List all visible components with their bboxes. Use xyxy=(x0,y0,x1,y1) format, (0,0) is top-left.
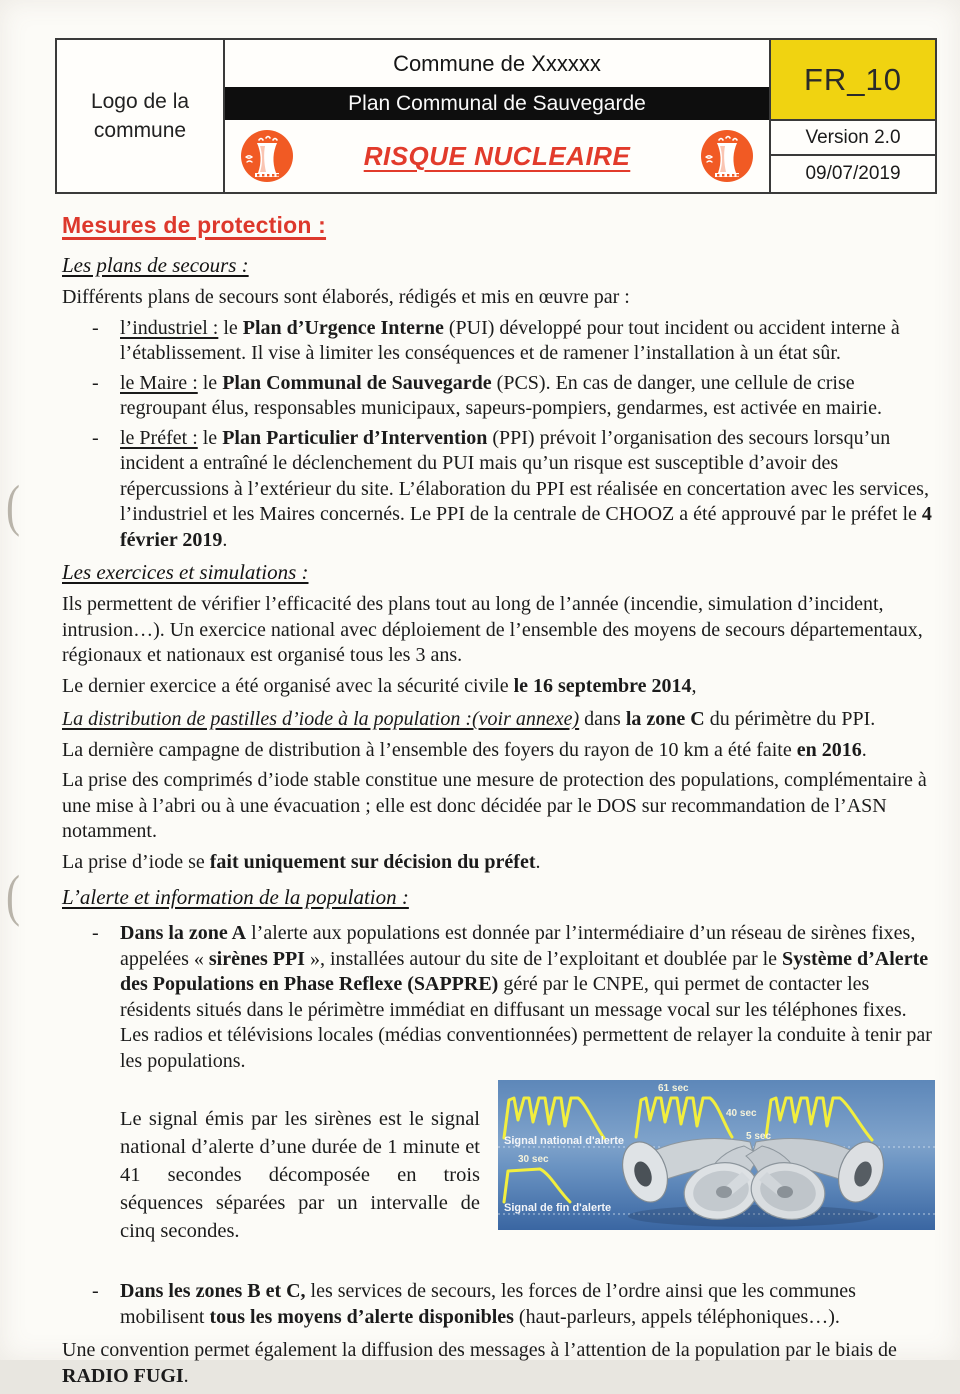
list-item-text: le Préfet : le Plan Particulier d’Intervention (PPI) prévoit l’organisation des secours lorsqu’un incident a entraîné le déclenchement du PUI mais qu’un risque est susceptible d’avoir des répercussions à l’extérieur du site. L’élaboration du PPI est réalisée en concertation avec les services, l’industriel et les Maires concernés. Le PPI de la centrale de CHOOZ a été approuvé par le préfet le 4 février 2019. xyxy=(120,426,932,551)
list-item-text: l’industriel : le Plan d’Urgence Interne (PUI) développé pour tout incident ou accident interne à l’établissement. Il vise à limiter les conséquences et de ramener l’installation à un état sûr. xyxy=(120,316,900,364)
scan-binding-mark: ( xyxy=(6,865,20,929)
cooling-tower-icon xyxy=(699,128,755,184)
siren-signal-description: Le signal émis par les sirènes est le signal national d’alerte d’une durée de 1 minute et 41 secondes décomposée en trois séquences séparées par un intervalle de cinq secondes. xyxy=(120,1107,480,1242)
header-right-column xyxy=(771,40,935,192)
paragraph: Différents plans de secours sont élaborés, rédigés et mis en œuvre par : xyxy=(62,286,630,308)
siren-signal-diagram xyxy=(498,1080,935,1230)
section-heading-exercices: Les exercices et simulations : xyxy=(62,560,309,584)
document-header-table xyxy=(55,38,937,194)
bullet-dash: - xyxy=(92,922,99,944)
section-heading-plans: Les plans de secours : xyxy=(62,253,249,277)
section-heading-alerte: L’alerte et information de la population : xyxy=(62,885,409,909)
list-item xyxy=(62,426,935,554)
paragraph: La dernière campagne de distribution à l’ensemble des foyers du rayon de 10 km a été faite en 2016. xyxy=(62,738,867,761)
label-61sec: 61 sec xyxy=(658,1083,689,1094)
bullet-dash: - xyxy=(92,316,99,339)
paragraph: Ils permettent de vérifier l’efficacité des plans tout au long de l’année (incendie, simulation d’incident, intrusion…). Un exercice national avec déploiement de l’ensemble des moyens de secours départementaux, régionaux et nationaux est organisé tous les 3 ans. xyxy=(62,593,923,666)
document-body xyxy=(62,212,935,1394)
label-30sec: 30 sec xyxy=(518,1154,549,1165)
list-item-text: Dans les zones B et C, les services de secours, les forces de l’ordre ainsi que les communes mobilisent tous les moyens d’alerte disponibles (haut-parleurs, appels téléphoniques…). xyxy=(120,1280,856,1328)
bullet-dash: - xyxy=(92,1280,99,1302)
list-item-text: Dans la zone A l’alerte aux populations est donnée par l’intermédiaire d’un réseau de sirènes fixes, appelées « sirènes PPI », installées autour du site de l’exploitant et doublée par le Système d’Alerte des Populations en Phase Reflexe (SAPPRE) géré par le CNPE, qui permet de contacter les résidents situés dans le périmètre immédiat en diffusant un message vocal sur les téléphones fixes. Les radios et télévisions locales (médias conventionnées) permettent de relayer la conduite à tenir par les populations. xyxy=(120,922,932,1072)
paragraph: Une convention permet également la diffusion des messages à l’attention de la population par le biais de RADIO FUGI. xyxy=(62,1339,897,1387)
risk-title-row xyxy=(225,120,769,192)
page-title: Mesures de protection : xyxy=(62,212,327,238)
list-item xyxy=(62,921,935,1074)
list-item xyxy=(62,316,935,367)
header-middle-column xyxy=(225,40,771,192)
document-code-badge: FR_10 xyxy=(771,40,935,119)
document-version: Version 2.0 xyxy=(771,119,935,154)
risk-title: RISQUE NUCLEAIRE xyxy=(363,140,631,171)
label-signal-fin: Signal de fin d'alerte xyxy=(504,1202,612,1214)
paragraph: Le dernier exercice a été organisé avec la sécurité civile le 16 septembre 2014, xyxy=(62,674,697,697)
list-item-text: le Maire : le Plan Communal de Sauvegarde (PCS). En cas de danger, une cellule de crise regroupant élus, responsables municipaux, sapeurs-pompiers, gendarmes, est activée en mairie. xyxy=(120,371,882,419)
cooling-tower-icon xyxy=(239,128,295,184)
logo-placeholder-cell: Logo de la commune xyxy=(57,40,225,192)
commune-name: Commune de Xxxxxx xyxy=(393,50,601,76)
label-5sec: 5 sec xyxy=(746,1131,772,1142)
bullet-dash: - xyxy=(92,426,99,449)
label-signal-national: Signal national d'alerte xyxy=(504,1135,624,1147)
paragraph: La prise des comprimés d’iode stable constitue une mesure de protection des populations, complémentaire à une mise à l’abri ou à une évacuation ; elle est donc décidée par le DOS sur recommandation de l’ASN notamment. xyxy=(62,769,927,842)
document-date: 09/07/2019 xyxy=(771,154,935,192)
iode-heading-line: La distribution de pastilles d’iode à la population :(voir annexe) dans la zone C du périmètre du PPI. xyxy=(62,708,876,730)
list-item xyxy=(62,1279,935,1330)
scan-binding-mark: ( xyxy=(6,475,20,539)
list-item xyxy=(62,371,935,422)
paragraph: La prise d’iode se fait uniquement sur décision du préfet. xyxy=(62,850,541,873)
bullet-dash: - xyxy=(92,371,99,394)
label-40sec: 40 sec xyxy=(726,1108,757,1119)
plan-title-bar: Plan Communal de Sauvegarde xyxy=(225,87,769,120)
siren-signal-block xyxy=(62,1084,935,1265)
